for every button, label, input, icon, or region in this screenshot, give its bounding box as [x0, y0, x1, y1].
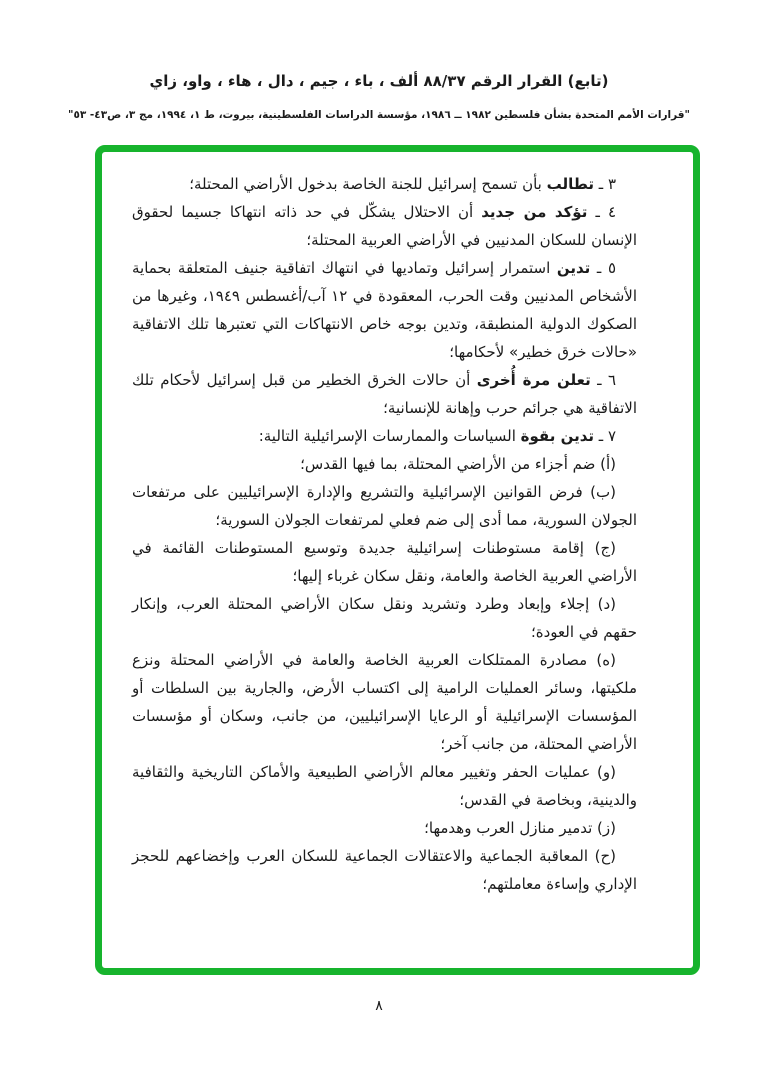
- document-body: [132, 170, 637, 898]
- document-frame: [95, 145, 700, 975]
- paragraph-text: ضم أجزاء من الأراضي المحتلة، بما فيها القدس؛: [300, 455, 596, 473]
- subitem-j: [132, 534, 637, 590]
- paragraph-lead: تدين بقوة: [520, 427, 594, 445]
- paragraph-number: (د): [589, 595, 617, 613]
- paragraph-text: فرض القوانين الإسرائيلية والتشريع والإدارة الإسرائيليين على مرتفعات الجولان السورية، مما أدى إلى ضم فعلي لمرتفعات الجولان السورية؛: [132, 483, 637, 529]
- paragraph-number: (أ): [595, 455, 616, 473]
- paragraph-text: المعاقبة الجماعية والاعتقالات الجماعية للسكان العرب وإخضاعهم للحجز الإداري وإساءة معاملتهم؛: [132, 847, 637, 893]
- paragraph-text: تدمير منازل العرب وهدمها؛: [424, 819, 593, 837]
- paragraph-number: (و): [590, 763, 616, 781]
- paragraph-text: مصادرة الممتلكات العربية الخاصة والعامة في الأراضي المحتلة ونزع ملكيتها، وسائر العمليات الرامية إلى اكتساب الأرض، والجارية بين السلطات أو المؤسسات الإسرائيلية أو الرعايا الإسرائيليين، من جانب، وسكان أو مؤسسات الأراضي المحتلة، من جانب آخر؛: [132, 651, 637, 753]
- paragraph-lead: تطالب: [546, 175, 594, 193]
- page-title: (تابع) القرار الرقم ٨٨/٣٧ ألف ، باء ، جيم ، دال ، هاء ، واو، زاي: [149, 72, 609, 90]
- paragraph-lead: تدين: [556, 259, 591, 277]
- paragraph-number: (ج): [583, 539, 616, 557]
- subitem-d: [132, 590, 637, 646]
- paragraph-6: [132, 366, 637, 422]
- subitem-b: [132, 478, 637, 534]
- paragraph-number: ٧ ـ: [594, 427, 616, 445]
- paragraph-lead: تؤكد من جديد: [481, 203, 588, 221]
- subitem-z: [132, 814, 637, 842]
- paragraph-number: (ح): [588, 847, 617, 865]
- subitem-a: [132, 450, 637, 478]
- paragraph-text: إجلاء وإبعاد وطرد وتشريد ونقل سكان الأراضي المحتلة العرب، وإنكار حقهم في العودة؛: [132, 595, 637, 641]
- citation-line: "قرارات الأمم المتحدة بشأن فلسطين ١٩٨٢ ــ ١٩٨٦، مؤسسة الدراسات الفلسطينية، بيروت، ط ١، ١٩٩٤، مج ٣، ص٤٣- ٥٣": [67, 109, 691, 121]
- paragraph-text: استمرار إسرائيل وتماديها في انتهاك اتفاقية جنيف المتعلقة بحماية الأشخاص المدنيين وقت الحرب، المعقودة في ١٢ آب/أغسطس ١٩٤٩، وغيرها من الصكوك الدولية المنطبقة، وتدين بوجه خاص الانتهاكات التي تعتبرها تلك الاتفاقية «حالات خرق خطير» لأحكامها؛: [132, 259, 638, 361]
- paragraph-text: عمليات الحفر وتغيير معالم الأراضي الطبيعية والأماكن التاريخية والثقافية والدينية، وبخاصة في القدس؛: [132, 763, 637, 809]
- paragraph-3: [132, 170, 637, 198]
- page-number: ٨: [375, 998, 383, 1014]
- paragraph-number: (ب): [582, 483, 616, 501]
- paragraph-text: إقامة مستوطنات إسرائيلية جديدة وتوسيع المستوطنات القائمة في الأراضي العربية الخاصة والعامة، ونقل سكان غرباء إليها؛: [132, 539, 637, 585]
- paragraph-text: أن الاحتلال يشكّل في حد ذاته انتهاكا جسيما لحقوق الإنسان للسكان المدنيين في الأراضي العربية المحتلة؛: [132, 203, 637, 249]
- paragraph-text: السياسات والممارسات الإسرائيلية التالية:: [258, 427, 521, 445]
- paragraph-number: ٣ ـ: [594, 175, 616, 193]
- subitem-hh: [132, 842, 637, 898]
- paragraph-number: ٦ ـ: [590, 371, 616, 389]
- paragraph-number: ٤ ـ: [587, 203, 616, 221]
- paragraph-number: (ه): [587, 651, 616, 669]
- paragraph-7: [132, 422, 637, 450]
- paragraph-lead: تعلن مرة أُخرى: [476, 371, 591, 389]
- paragraph-text: بأن تسمح إسرائيل للجنة الخاصة بدخول الأراضي المحتلة؛: [189, 175, 547, 193]
- subitem-h: [132, 646, 637, 758]
- paragraph-number: (ز): [592, 819, 616, 837]
- paragraph-5: [132, 254, 637, 366]
- paragraph-text: أن حالات الخرق الخطير من قبل إسرائيل لأحكام تلك الاتفاقية هي جرائم حرب وإهانة للإنسانية؛: [132, 371, 637, 417]
- paragraph-number: ٥ ـ: [590, 259, 616, 277]
- subitem-w: [132, 758, 637, 814]
- paragraph-4: [132, 198, 637, 254]
